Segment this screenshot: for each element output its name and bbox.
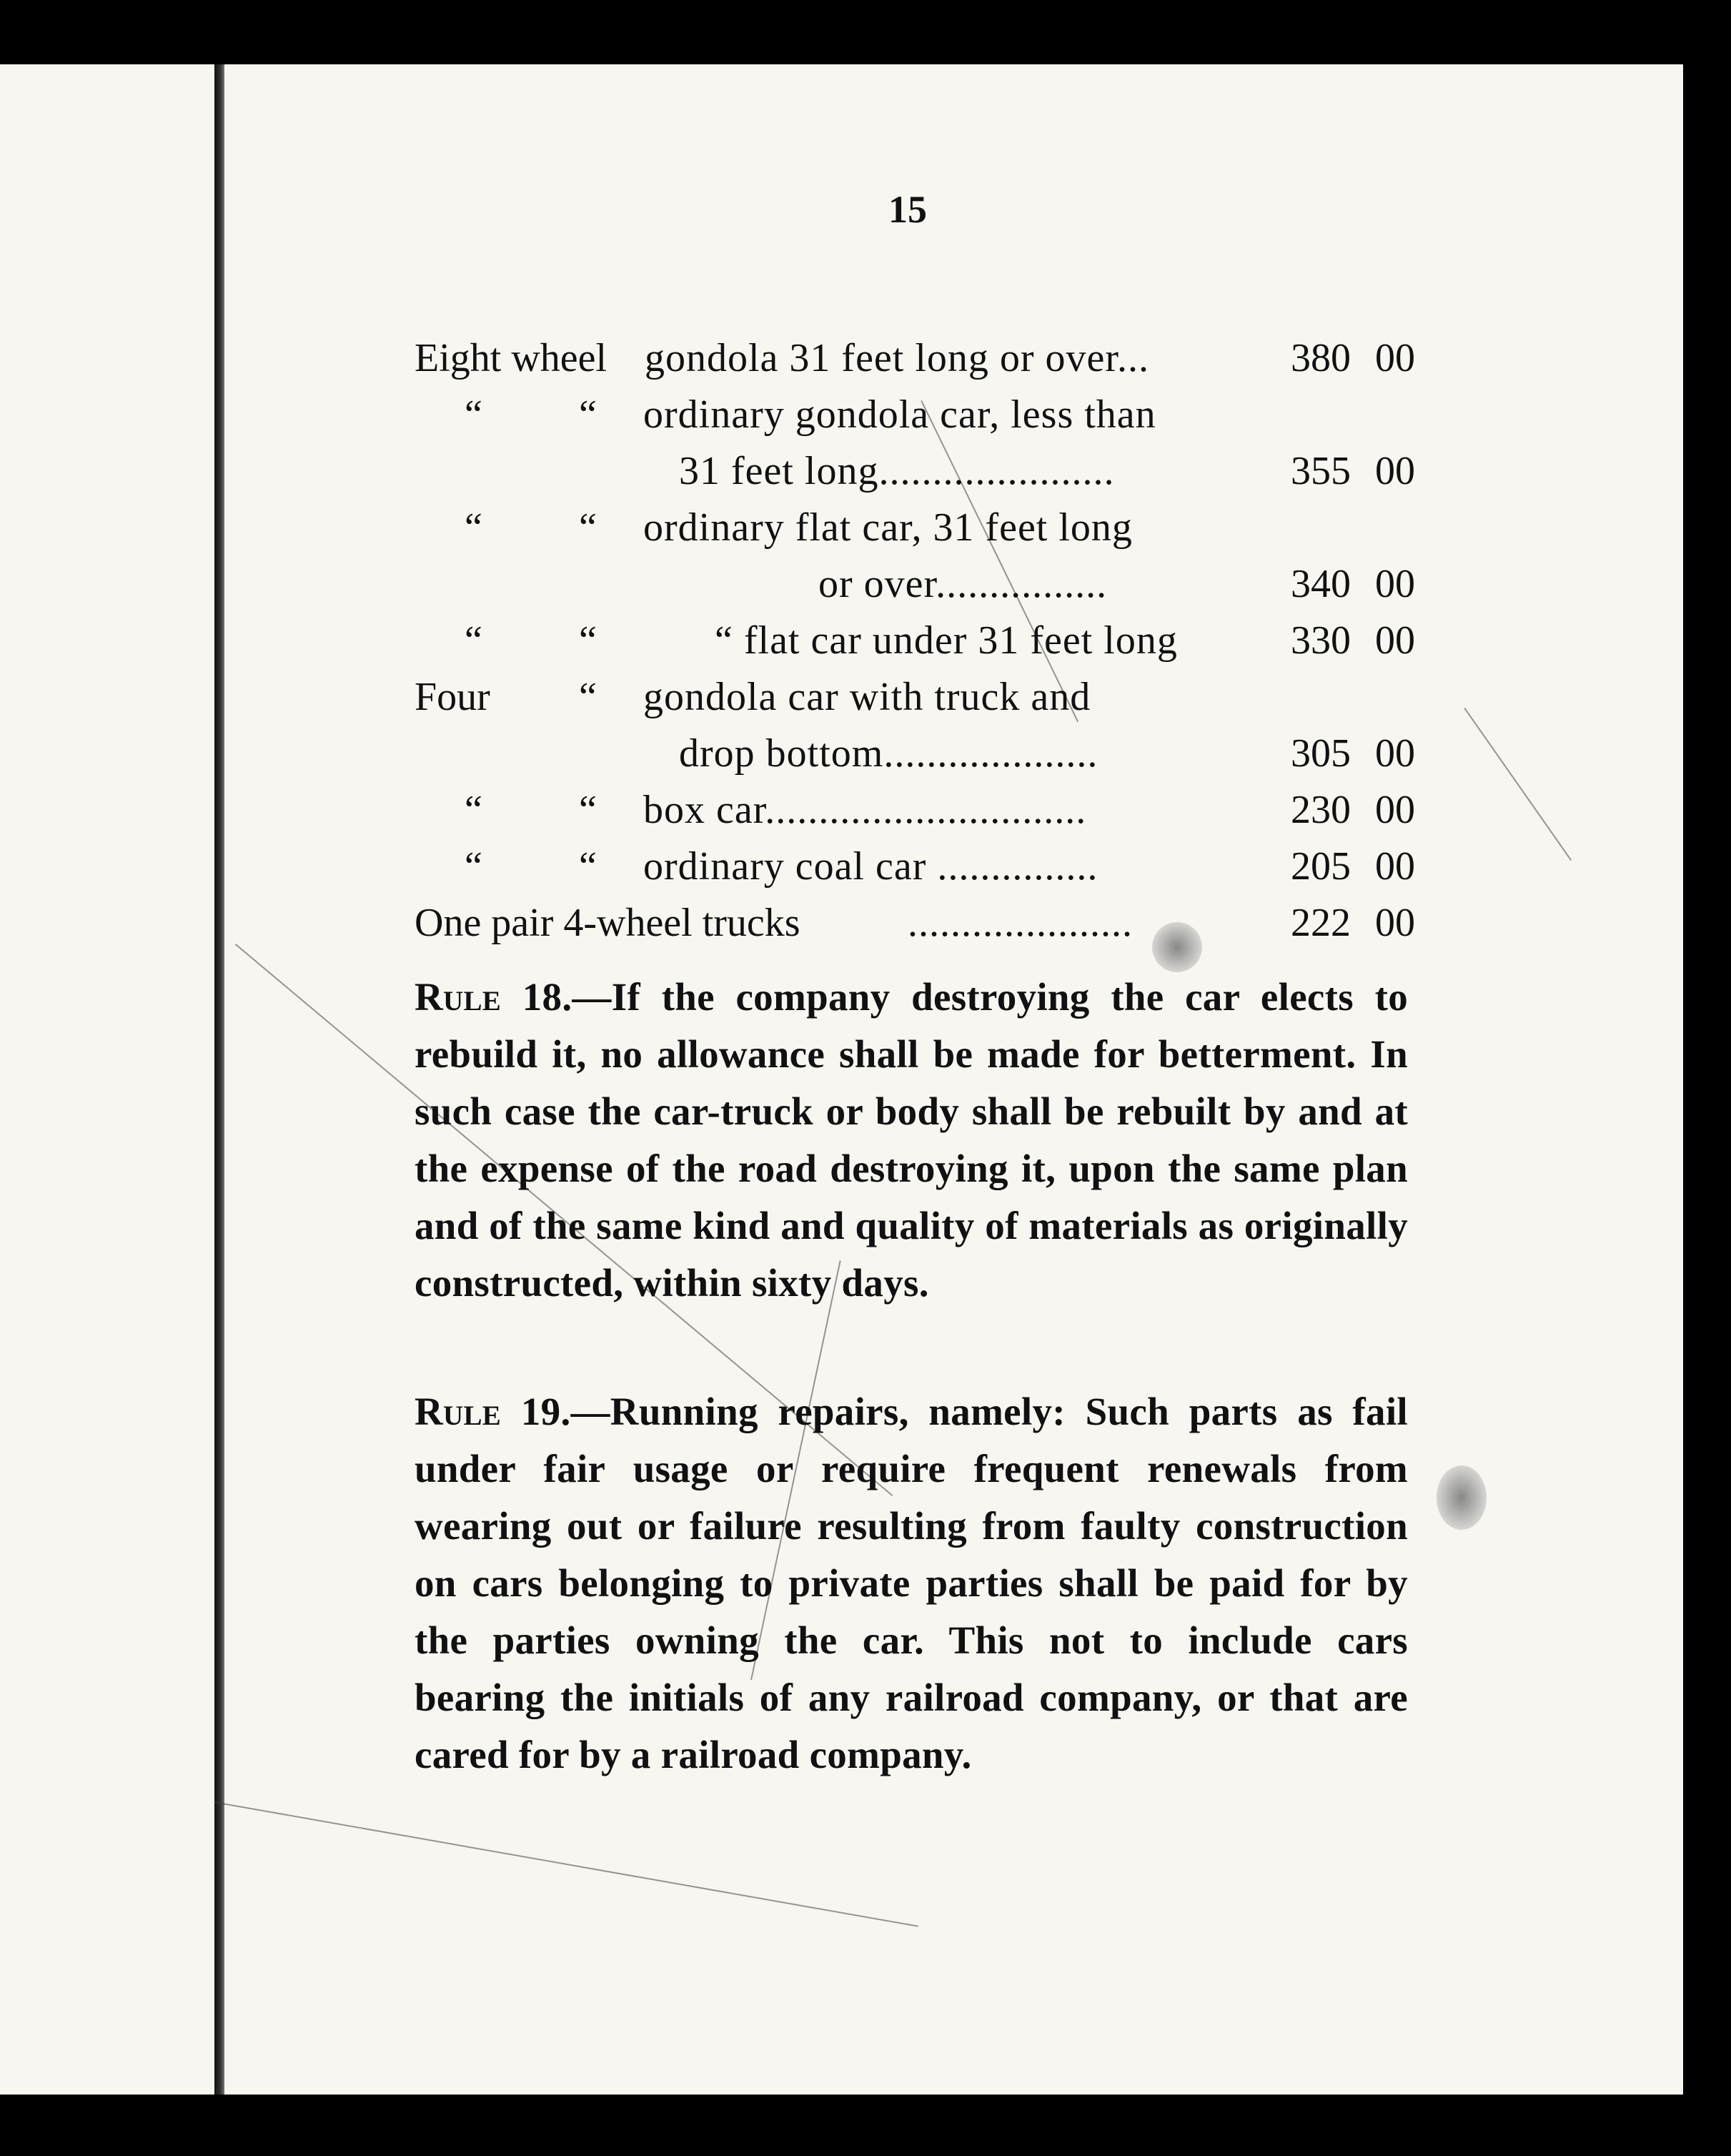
ledger-row-description: ordinary flat car, 31 feet long [643,505,1133,550]
ledger-row-description: ..................... [908,901,1133,945]
ledger-row [415,782,1415,839]
ledger-row-amount: 380 [1291,336,1351,380]
ditto-mark: “ [465,505,482,550]
page-spine [214,64,224,2095]
ledger-row-description: 31 feet long...................... [679,449,1115,493]
ledger-row-cents: 00 [1375,618,1415,663]
ledger-row-description: box car.............................. [643,788,1087,832]
ledger-row-amount: 230 [1291,788,1351,832]
ledger-row-amount: 205 [1291,844,1351,889]
ledger-row [415,387,1408,443]
ledger-row-label: One pair 4-wheel trucks [415,901,800,945]
page-number: 15 [888,188,927,231]
ledger-row-amount: 222 [1291,901,1351,945]
ledger-row-cents: 00 [1375,901,1415,945]
ledger-row [415,443,1415,500]
ledger-row-description: or over................ [818,562,1108,606]
ink-blot [1437,1465,1487,1530]
ledger-row-cents: 00 [1375,562,1415,606]
ledger-row-description: drop bottom.................... [679,731,1098,776]
ledger-row-cents: 00 [1375,844,1415,889]
ditto-mark: “ [465,844,482,889]
scan-scratch [214,1801,918,1927]
ditto-mark: “ [579,392,597,437]
ledger-row-label: Eight wheel [415,336,607,380]
ledger-row [415,726,1415,782]
ledger-row-cents: 00 [1375,731,1415,776]
ledger-row-amount: 305 [1291,731,1351,776]
ditto-mark: “ [465,392,482,437]
ledger-row [415,613,1415,669]
ledger-row-label: Four [415,675,490,719]
ditto-mark: “ [579,505,597,550]
ledger-row-description: ordinary gondola car, less than [643,392,1156,437]
price-ledger [415,330,1415,951]
rule-19-paragraph [415,1383,1408,1784]
rule-18-text: —If the company destroying the car elects to rebuild it, no allowance shall be made for betterment. In such case the car-truck or body shall be rebuilt by and at the expense of the road destroying it, upon the same plan and of the same kind and quality of materials as originally constructed, within sixty days. [415,975,1408,1305]
ledger-row-amount: 330 [1291,618,1351,663]
ledger-row [415,330,1415,387]
ditto-mark: “ [465,788,482,832]
ledger-row-cents: 00 [1375,449,1415,493]
ditto-mark: “ [465,618,482,663]
ditto-mark: “ [579,675,597,719]
ledger-row [415,895,1415,951]
rule-18-paragraph [415,969,1408,1312]
ledger-row-description: gondola car with truck and [643,675,1091,719]
ledger-row-description: gondola 31 feet long or over... [645,336,1149,380]
ledger-row-cents: 00 [1375,788,1415,832]
ledger-row [415,839,1415,895]
ledger-row-description: ordinary coal car ............... [643,844,1098,889]
scan-scratch [1464,708,1572,861]
ledger-row [415,669,1408,726]
rule-18-heading: Rule 18. [415,975,572,1019]
ledger-row [415,556,1415,613]
rule-19-text: —Running repairs, namely: Such parts as fail under fair usage or require frequent renewals from wearing out or failure resulting from faulty construction on cars belonging to private parties shall be paid for by the parties owning the car. This not to include cars bearing the initials of any railroad company, or that are cared for by a railroad company. [415,1390,1409,1776]
ledger-row [415,500,1408,556]
rule-19-heading: Rule 19. [415,1390,571,1433]
ditto-mark: “ [579,844,597,889]
ledger-row-amount: 355 [1291,449,1351,493]
ditto-mark: “ [579,618,597,663]
ditto-mark: “ [579,788,597,832]
ledger-row-amount: 340 [1291,562,1351,606]
ledger-row-cents: 00 [1375,336,1415,380]
ledger-row-description: “ flat car under 31 feet long [715,618,1178,663]
